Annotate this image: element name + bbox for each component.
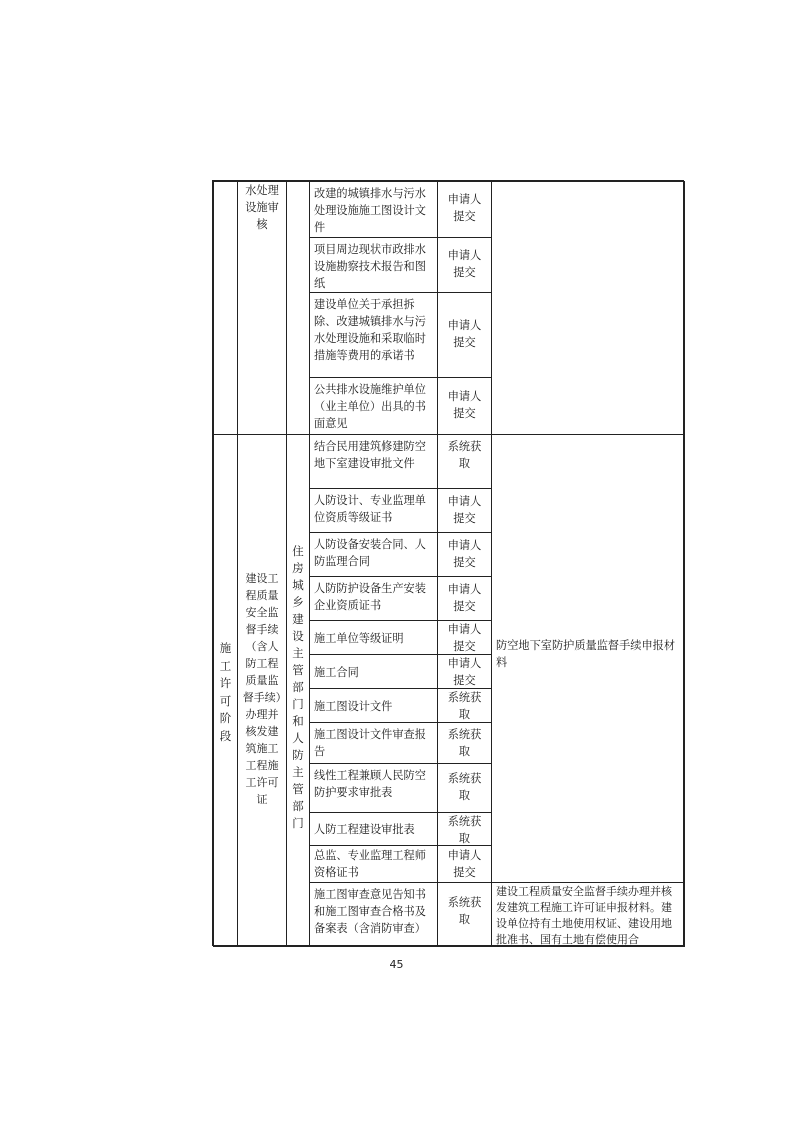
dept-cell-empty <box>286 181 310 435</box>
material-name: 施工单位等级证明 <box>309 620 438 655</box>
material-name: 施工图设计文件审查报告 <box>309 722 438 764</box>
material-source: 申请人提交 <box>437 377 492 435</box>
material-source: 申请人提交 <box>437 845 492 883</box>
note-civil-defense-materials: 防空地下室防护质量监督手续申报材料 <box>491 434 685 883</box>
material-source: 申请人提交 <box>437 576 492 621</box>
material-source: 系统获取 <box>437 688 492 723</box>
material-name: 改建的城镇排水与污水处理设施施工图设计文件 <box>309 181 438 238</box>
item-quality-supervision: 建设工程质量安全监督手续（含人防工程质量监督手续）办理并核发建筑施工工程施工许可证 <box>237 434 287 947</box>
material-name: 人防设计、专业监理单位资质等级证书 <box>309 488 438 533</box>
material-name: 施工合同 <box>309 654 438 689</box>
material-name: 人防工程建设审批表 <box>309 812 438 846</box>
material-source: 系统获取 <box>437 812 492 846</box>
note-cell-empty <box>491 181 685 435</box>
material-name: 建设单位关于承担拆除、改建城镇排水与污水处理设施和采取临时措施等费用的承诺书 <box>309 292 438 378</box>
item-water-review: 水处理设施审核 <box>237 181 287 435</box>
materials-table <box>212 180 684 946</box>
material-name: 人防设备安装合同、人防监理合同 <box>309 532 438 577</box>
material-name: 公共排水设施维护单位（业主单位）出具的书面意见 <box>309 377 438 435</box>
dept-housing-civil-defense: 住房城乡建设主管部门和人防主管部门 <box>286 434 310 947</box>
material-name: 施工图审查意见告知书和施工图审查合格书及备案表（含消防审查） <box>309 882 438 947</box>
stage-cell-empty <box>213 181 238 435</box>
material-source: 申请人提交 <box>437 181 492 238</box>
material-name: 施工图设计文件 <box>309 688 438 723</box>
material-source: 申请人提交 <box>437 237 492 293</box>
material-source: 系统获取 <box>437 434 492 489</box>
material-name: 总监、专业监理工程师资格证书 <box>309 845 438 883</box>
material-source: 申请人提交 <box>437 488 492 533</box>
material-source: 申请人提交 <box>437 654 492 689</box>
material-name: 项目周边现状市政排水设施勘察技术报告和图纸 <box>309 237 438 293</box>
stage-cell-construction-permit: 施工许可阶段 <box>213 434 238 947</box>
note-permit-materials: 建设工程质量安全监督手续办理并核发建筑工程施工许可证申报材料。建设单位持有土地使用权证、建设用地批准书、国有土地有偿使用合 <box>491 882 685 947</box>
material-source: 系统获取 <box>437 763 492 813</box>
material-name: 线性工程兼顾人民防空防护要求审批表 <box>309 763 438 813</box>
material-name: 人防防护设备生产安装企业资质证书 <box>309 576 438 621</box>
material-source: 系统获取 <box>437 722 492 764</box>
material-name: 结合民用建筑修建防空地下室建设审批文件 <box>309 434 438 489</box>
material-source: 申请人提交 <box>437 292 492 378</box>
material-source: 申请人提交 <box>437 532 492 577</box>
page-number: 45 <box>389 958 404 971</box>
material-source: 系统获取 <box>437 882 492 947</box>
material-source: 申请人提交 <box>437 620 492 655</box>
